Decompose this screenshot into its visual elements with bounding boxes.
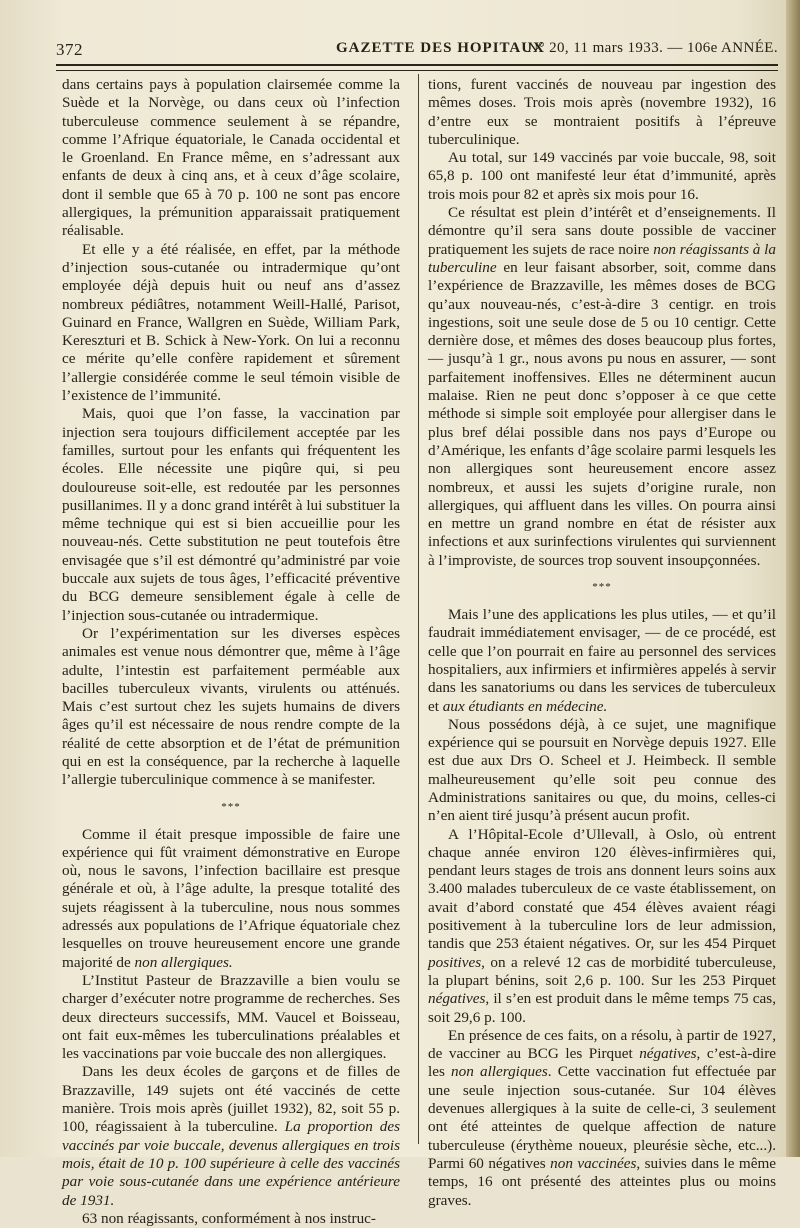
left-column: [62, 76, 400, 1228]
section-asterism: ***: [221, 800, 241, 813]
italic-run: négatives: [639, 1045, 697, 1063]
text-run: , il s’en est produit dans le même temps 75 cas, soit 29,6 p. 100.: [428, 990, 776, 1026]
header-rule-thick: [56, 64, 778, 66]
italic-run: non allergiques.: [134, 953, 233, 971]
text-run: , suivies dans le même temps, 16 ont présenté des atteintes plus ou moins graves.: [428, 1154, 776, 1209]
italic-run: positives: [428, 953, 482, 971]
italic-run: La proportion des vaccinés par voie buccale, devenus allergiques en trois mois, était de 10 p. 100 supérieure à celle des vaccinés par voie sous-cutanée dans une expérience antérieure de 1931.: [62, 1118, 400, 1209]
paragraph: Au total, sur 149 vaccinés par voie buccale, 98, soit 65,8 p. 100 ont manifesté leur état d’immunité, après trois mois pour 82 et après six mois pour 16.: [428, 149, 776, 203]
paragraph: [428, 606, 776, 716]
text-run: Mais l’une des applications les plus utiles, — et qu’il faudrait immédiatement envisager, — de ce procédé, est celle que l’on pourrait en faire au personnel des services hospitaliers, aux infirmiers et infirmières appelés à servir dans les sanatoriums ou dans les services de tuberculeux et: [428, 606, 776, 715]
text-run: Ce résultat est plein d’intérêt et d’enseignements. Il démontre qu’il sera sans doute possible de vacciner pratiquement les sujets de race noire: [428, 204, 776, 258]
section-asterism: ***: [592, 581, 612, 594]
issue-info: N° 20, 11 mars 1933. — 106e ANNÉE.: [527, 40, 778, 56]
page-edge-shadow: [786, 0, 800, 1157]
text-run: , on a relevé 12 cas de morbidité tuberculeuse, la plupart bénins, soit 2,6 p. 100. Sur les 253 Pirquet: [428, 953, 776, 989]
text-run: Dans les deux écoles de garçons et de filles de Brazzaville, 149 sujets ont été vaccinés de cette manière. Trois mois après (juillet 1932), 82, soit 55 p. 100, réagissaient à la tuberculine.: [62, 1063, 400, 1136]
journal-title: GAZETTE DES HOPITAUX: [336, 40, 545, 56]
page-number: 372: [56, 40, 83, 59]
paragraph: Nous possédons déjà, à ce sujet, une magnifique expérience qui se poursuit en Norvège depuis 1927. Elle est due aux Drs O. Scheel et J. Heimbeck. Il semble malheureusement qu’elle soit peu connue des Administrations sanitaires ou que, du moins, celles-ci n’en aient tiré jusqu’à présent aucun profit.: [428, 715, 776, 825]
paragraph: 63 non réagissants, conformément à nos instruc-: [82, 1209, 376, 1227]
text-run: Comme il était presque impossible de faire une expérience qui fût vraiment démonstrative en Europe où, nous le savons, l’infection bacillaire est presque générale et où, à l’âge adulte, la presque totalité des sujets réagissent à la tuberculine, nous nous sommes adressés aux populations de l’Afrique équatoriale chez lesquelles on trouve heureusement encore une grande majorité de: [62, 825, 400, 971]
running-header: [56, 36, 778, 62]
text-run: , c’est-à-dire les: [428, 1045, 776, 1081]
paragraph: Or l’expérimentation sur les diverses espèces animales est venue nous démontrer que, même à l’âge adulte, l’intestin est parfaitement perméable aux bacilles tuberculeux vivants, virulents ou atténués. Mais c’est surtout chez les sujets humains de divers âges qu’il est nécessaire de nous rendre compte de la réalité de cette absorption et de l’état de prémunition qui en est la conséquence, par la recherche à laquelle l’allergie tuberculinique commence à se manifester.: [62, 624, 400, 789]
paragraph: [62, 826, 400, 972]
paragraph: tions, furent vaccinés de nouveau par ingestion des mêmes doses. Trois mois après (novembre 1932), 16 d’entre eux se montraient positifs à l’épreuve tuberculinique.: [428, 76, 776, 148]
paragraph: [428, 826, 776, 1027]
paragraph: L’Institut Pasteur de Brazzaville a bien voulu se charger d’exécuter notre programme de recherches. Ses deux directeurs successifs, MM. Vaucel et Boisseau, ont fait eux-mêmes les tuberculinations préalables et les vaccinations par voie buccale des non allergiques.: [62, 971, 400, 1063]
right-column: [428, 76, 776, 1210]
italic-run: non vaccinées: [550, 1154, 637, 1172]
column-divider: [418, 74, 419, 1144]
header-rule-thin: [56, 70, 778, 71]
paragraph: Et elle y a été réalisée, en effet, par la méthode d’injection sous-cutanée ou intradermique qu’ont employée déjà depuis huit ou neuf ans d’assez nombreux pédiâtres, notamment Weill-Hallé, Parisot, Guinard en France, Wallgren en Suède, William Park, Kereszturi et B. Schick à New-York. On lui a reconnu ce mérite qu’elle confère rapidement et sûrement l’allergie considérée comme le seul témoin visible de l’existence de l’immunité.: [62, 240, 400, 405]
italic-run: aux étudiants en médecine.: [442, 697, 608, 715]
italic-run: négatives: [428, 990, 486, 1008]
paragraph: [428, 204, 776, 570]
paragraph: dans certains pays à population clairsemée comme la Suède et la Norvège, ou dans ceux où l’infection tuberculeuse commence seulement à se répandre, comme l’Afrique équatoriale, le Canada occidental et le Groenland. En France même, en s’adressant aux enfants de deux à cinq ans, et à ceux d’âge scolaire, dont il semble que 65 à 70 p. 100 ne sont pas encore allergiques, la prémunition apparaissait pratiquement réalisable.: [62, 76, 400, 240]
text-run: en leur faisant absorber, soit, comme dans l’expérience de Brazzaville, les mêmes doses de BCG qu’aux nouveau-nés, c’est-à-dire 3 centigr. en trois ingestions, soit une seule dose de 5 ou 10 centigr. Cette dernière dose, et mêmes des doses beaucoup plus fortes, — jusqu’à 1 gr., nous avons pu nous en assurer, — sont parfaitement inoffensives. Elles ne déterminent aucun malaise. Rien ne peut donc s’opposer à ce que cette méthode si simple soit employée pour allergiser dans le plus bref délai possible dans nos pays d’Europe ou d’Amérique, les enfants d’âge scolaire parmi lesquels les non allergiques sont heureusement encore assez nombreux, et aussi les sujets d’origine rurale, non allergiques, qui affluent dans les villes. On pourra ainsi en mettre un grand nombre en état de résister aux infections et aux surinfections virulentes qui surviennent à l’improviste, de sources trop souvent insoupçonnées.: [428, 258, 776, 569]
paragraph: [428, 1027, 776, 1210]
paragraph: [62, 1063, 400, 1209]
italic-run: non réagissants à la tuberculine: [428, 240, 776, 276]
text-run: En présence de ces faits, on a résolu, à partir de 1927, de vacciner au BCG les Pirquet: [428, 1026, 776, 1063]
italic-run: non allergiques: [451, 1063, 548, 1081]
text-run: A l’Hôpital-Ecole d’Ullevall, à Oslo, où entrent chaque année environ 120 élèves-infirmières qui, pendant leurs stages de trois ans donnent leurs soins aux 3.400 malades tuberculeux de ce vaste établissement, on avait d’abord constaté que 454 élèves avaient réagi positivement à la tuberculine lors de leur admission, tandis que 253 étaient négatives. Or, sur les 454 Pirquet: [428, 825, 776, 953]
paragraph: Mais, quoi que l’on fasse, la vaccination par injection sera toujours difficilement acceptée par les familles, surtout pour les enfants qui fréquentent les écoles. Elle nécessite une piqûre qui, si peu douloureuse soit-elle, est redoutée par les personnes pusillanimes. Il y a donc grand intérêt à lui substituer la même technique qui est si bien accueillie pour les nouveau-nés. Cette substitution ne peut toutefois être envisagée que s’il est démontré qu’administré par voie buccale aux sujets de tous âges, l’efficacité préventive du BCG demeure sensiblement égale à celle de l’injection sous-cutanée ou intradermique.: [62, 405, 400, 624]
text-run: . Cette vaccination fut effectuée par une seule injection sous-cutanée. Sur 104 élèves devenues allergiques à la suite de celle-ci, 3 seulement ont été atteintes de quelque affection de nature tuberculeuse (érythème noueux, pleurésie sèche, etc...). Parmi 60 négatives: [428, 1063, 776, 1172]
